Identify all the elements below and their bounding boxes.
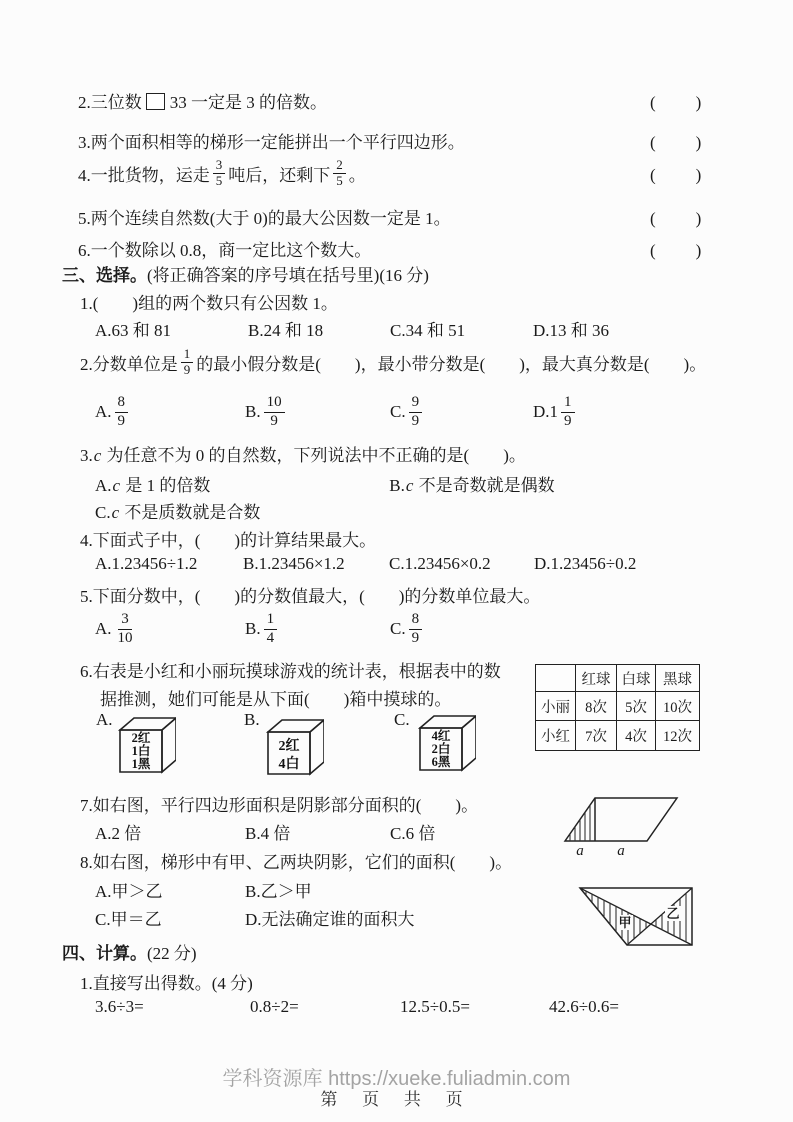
judge-item-3 bbox=[78, 128, 718, 153]
option-b: B. $\frac{1}{4}$ bbox=[245, 611, 390, 647]
cube-c-line3: 6黑 bbox=[431, 755, 451, 769]
option-c: C.甲＝乙 bbox=[95, 910, 162, 929]
table-row bbox=[536, 721, 700, 751]
calc-subtitle: 1.直接写出得数。(4 分) bbox=[80, 974, 253, 993]
option-b: B. $\frac{10}{9}$ bbox=[245, 394, 390, 430]
choice-6-stem-line1: 6.右表是小红和小丽玩摸球游戏的统计表，根据表中的数 bbox=[80, 662, 501, 681]
cube-b-label: B. bbox=[244, 710, 260, 729]
option-a: A.c 是 1 的倍数 bbox=[95, 476, 211, 495]
cube-c-label: C. bbox=[394, 710, 410, 729]
option-c: C.1.23456×0.2 bbox=[389, 554, 491, 573]
answer-bracket: ( ) bbox=[650, 209, 704, 228]
fraction: $\frac{8}{9}$ bbox=[115, 394, 129, 430]
cube-a-line3: 1黑 bbox=[131, 757, 151, 771]
parallelogram-figure bbox=[560, 792, 690, 860]
choice-3-stem: 3.c 为任意不为 0 的自然数，下列说法中不正确的是( )。 bbox=[80, 446, 526, 465]
cube-a-line2: 1白 bbox=[131, 744, 151, 758]
fraction: $\frac{1}{4}$ bbox=[264, 611, 278, 647]
section3-title-main: 三、选择。 bbox=[62, 266, 147, 285]
section3-title bbox=[62, 261, 429, 286]
calc-item-4: 42.6÷0.6= bbox=[549, 997, 619, 1016]
cube-c-line1: 4红 bbox=[431, 729, 451, 743]
choice-4-options bbox=[95, 554, 636, 574]
option-d: D.无法确定谁的面积大 bbox=[245, 910, 415, 929]
fraction: $\frac{3}{10}$ bbox=[117, 611, 133, 646]
choice-2-pre: 2.分数单位是 bbox=[80, 354, 178, 374]
table-cell: 8次 bbox=[576, 692, 617, 721]
base-label-1: a bbox=[576, 843, 584, 859]
answer-bracket: ( ) bbox=[650, 133, 704, 152]
option-d: D.13 和 36 bbox=[533, 321, 610, 340]
cube-a-figure bbox=[118, 714, 176, 774]
cube-c-line2: 2白 bbox=[431, 742, 451, 756]
judge-4-p2: 吨后，还剩下 bbox=[228, 165, 331, 185]
option-a: A.2 倍 bbox=[95, 824, 142, 843]
choice-7-options bbox=[95, 819, 435, 844]
section3-title-note: (将正确答案的序号填在括号里)(16 分) bbox=[147, 266, 429, 285]
fraction: $\frac{10}{9}$ bbox=[264, 394, 285, 430]
judge-item-5 bbox=[78, 204, 718, 229]
table-cell: 4次 bbox=[617, 721, 656, 751]
page-number-footer: 第 页 共 页 bbox=[320, 1090, 473, 1109]
option-d: D.1 $\frac{1}{9}$ bbox=[533, 394, 578, 430]
region-label-yi: 乙 bbox=[666, 906, 680, 921]
table-header-row bbox=[536, 665, 700, 692]
trapezoid-figure bbox=[574, 882, 699, 952]
cube-b-line2: 4白 bbox=[278, 757, 300, 772]
fraction: $\frac{1}{9}$ bbox=[561, 394, 575, 430]
judge-3-text: 3.两个面积相等的梯形一定能拼出一个平行四边形。 bbox=[78, 133, 465, 152]
calc-item-2: 0.8÷2= bbox=[250, 997, 299, 1016]
cube-a-line1: 2红 bbox=[131, 731, 151, 745]
choice-1-options bbox=[95, 316, 609, 341]
choice-5-stem: 5.下面分数中，( )的分数值最大，( )的分数单位最大。 bbox=[80, 587, 541, 606]
table-cell: 5次 bbox=[617, 692, 656, 721]
stats-table bbox=[535, 664, 700, 751]
option-c: C.34 和 51 bbox=[390, 321, 466, 340]
option-a: A. $\frac{3}{10}$ bbox=[95, 611, 245, 647]
section4-title bbox=[62, 939, 197, 964]
answer-bracket: ( ) bbox=[650, 165, 704, 185]
option-c: C.6 倍 bbox=[390, 824, 436, 843]
option-b: B.24 和 18 bbox=[248, 321, 324, 340]
cube-a-label: A. bbox=[96, 710, 113, 729]
option-c: C.c 不是质数就是合数 bbox=[95, 503, 261, 522]
choice-3-options-row2 bbox=[95, 498, 260, 523]
fraction: $\frac{2}{5}$ bbox=[333, 158, 346, 189]
cube-b-figure bbox=[266, 716, 324, 776]
cube-b-line1: 2红 bbox=[278, 739, 300, 754]
judge-6-text: 6.一个数除以 0.8，商一定比这个数大。 bbox=[78, 241, 372, 260]
table-header-cell: 白球 bbox=[617, 665, 656, 692]
option-a: A. $\frac{8}{9}$ bbox=[95, 394, 245, 430]
option-a: A.甲＞乙 bbox=[95, 882, 163, 901]
option-c: C. $\frac{8}{9}$ bbox=[390, 611, 425, 647]
choice-5-options bbox=[95, 606, 425, 652]
judge-item-4 bbox=[78, 152, 718, 194]
choice-3-options-row1 bbox=[95, 471, 555, 496]
base-label-2: a bbox=[617, 843, 625, 859]
fraction: $\frac{1}{9}$ bbox=[181, 347, 194, 378]
table-header-cell: 黑球 bbox=[656, 665, 700, 692]
fraction: $\frac{3}{5}$ bbox=[213, 158, 226, 189]
calc-item-1: 3.6÷3= bbox=[95, 997, 144, 1016]
choice-2-stem bbox=[80, 342, 706, 382]
judge-2-post: 33 一定是 3 的倍数。 bbox=[169, 93, 327, 112]
choice-1-stem: 1.( )组的两个数只有公因数 1。 bbox=[80, 294, 338, 313]
option-b: B.4 倍 bbox=[245, 824, 291, 843]
table-header-cell bbox=[536, 665, 576, 692]
fraction: $\frac{8}{9}$ bbox=[409, 611, 423, 647]
table-cell: 10次 bbox=[656, 692, 700, 721]
option-b: B.乙＞甲 bbox=[245, 882, 312, 901]
option-c: C. $\frac{9}{9}$ bbox=[390, 394, 533, 430]
choice-2-options bbox=[95, 388, 578, 436]
choice-6-stem-line2: 据推测，她们可能是从下面( )箱中摸球的。 bbox=[100, 690, 452, 709]
option-b: B.1.23456×1.2 bbox=[243, 554, 345, 573]
calc-row bbox=[95, 997, 619, 1017]
fraction: $\frac{9}{9}$ bbox=[409, 394, 423, 430]
math-var-c: c bbox=[93, 446, 102, 465]
choice-7-stem: 7.如右图，平行四边形面积是阴影部分面积的( )。 bbox=[80, 796, 479, 815]
cube-c-figure bbox=[418, 712, 476, 772]
option-a: A.63 和 81 bbox=[95, 321, 172, 340]
judge-item-2 bbox=[78, 88, 718, 113]
table-header-cell: 红球 bbox=[576, 665, 617, 692]
judge-2-pre: 2.三位数 bbox=[78, 93, 142, 112]
region-label-jia: 甲 bbox=[618, 915, 632, 930]
choice-8-stem: 8.如右图，梯形中有甲、乙两块阴影，它们的面积( )。 bbox=[80, 853, 513, 872]
section4-title-note: (22 分) bbox=[147, 944, 197, 963]
option-a: A.1.23456÷1.2 bbox=[95, 554, 198, 573]
option-d: D.1.23456÷0.2 bbox=[534, 554, 637, 573]
section4-title-main: 四、计算。 bbox=[62, 944, 147, 963]
judge-5-text: 5.两个连续自然数(大于 0)的最大公因数一定是 1。 bbox=[78, 209, 451, 228]
choice-8-options-row2 bbox=[95, 905, 415, 930]
table-cell: 小丽 bbox=[536, 692, 576, 721]
table-cell: 7次 bbox=[576, 721, 617, 751]
table-row bbox=[536, 692, 700, 721]
calc-item-3: 12.5÷0.5= bbox=[400, 997, 470, 1016]
site-watermark: 学科资源库 https://xueke.fuliadmin.com bbox=[222, 1068, 571, 1090]
judge-item-6 bbox=[78, 236, 718, 261]
answer-bracket: ( ) bbox=[650, 93, 704, 112]
table-cell: 小红 bbox=[536, 721, 576, 751]
judge-4-p1: 4.一批货物，运走 bbox=[78, 165, 210, 185]
judge-4-p3: 。 bbox=[348, 165, 366, 185]
table-cell: 12次 bbox=[656, 721, 700, 751]
option-b: B.c 不是奇数就是偶数 bbox=[389, 476, 555, 495]
answer-bracket: ( ) bbox=[650, 241, 704, 260]
blank-box bbox=[146, 93, 165, 110]
choice-4-stem: 4.下面式子中，( )的计算结果最大。 bbox=[80, 531, 377, 550]
choice-8-options-row1 bbox=[95, 877, 312, 902]
choice-2-post: 的最小假分数是( )，最小带分数是( )，最大真分数是( )。 bbox=[196, 354, 707, 374]
